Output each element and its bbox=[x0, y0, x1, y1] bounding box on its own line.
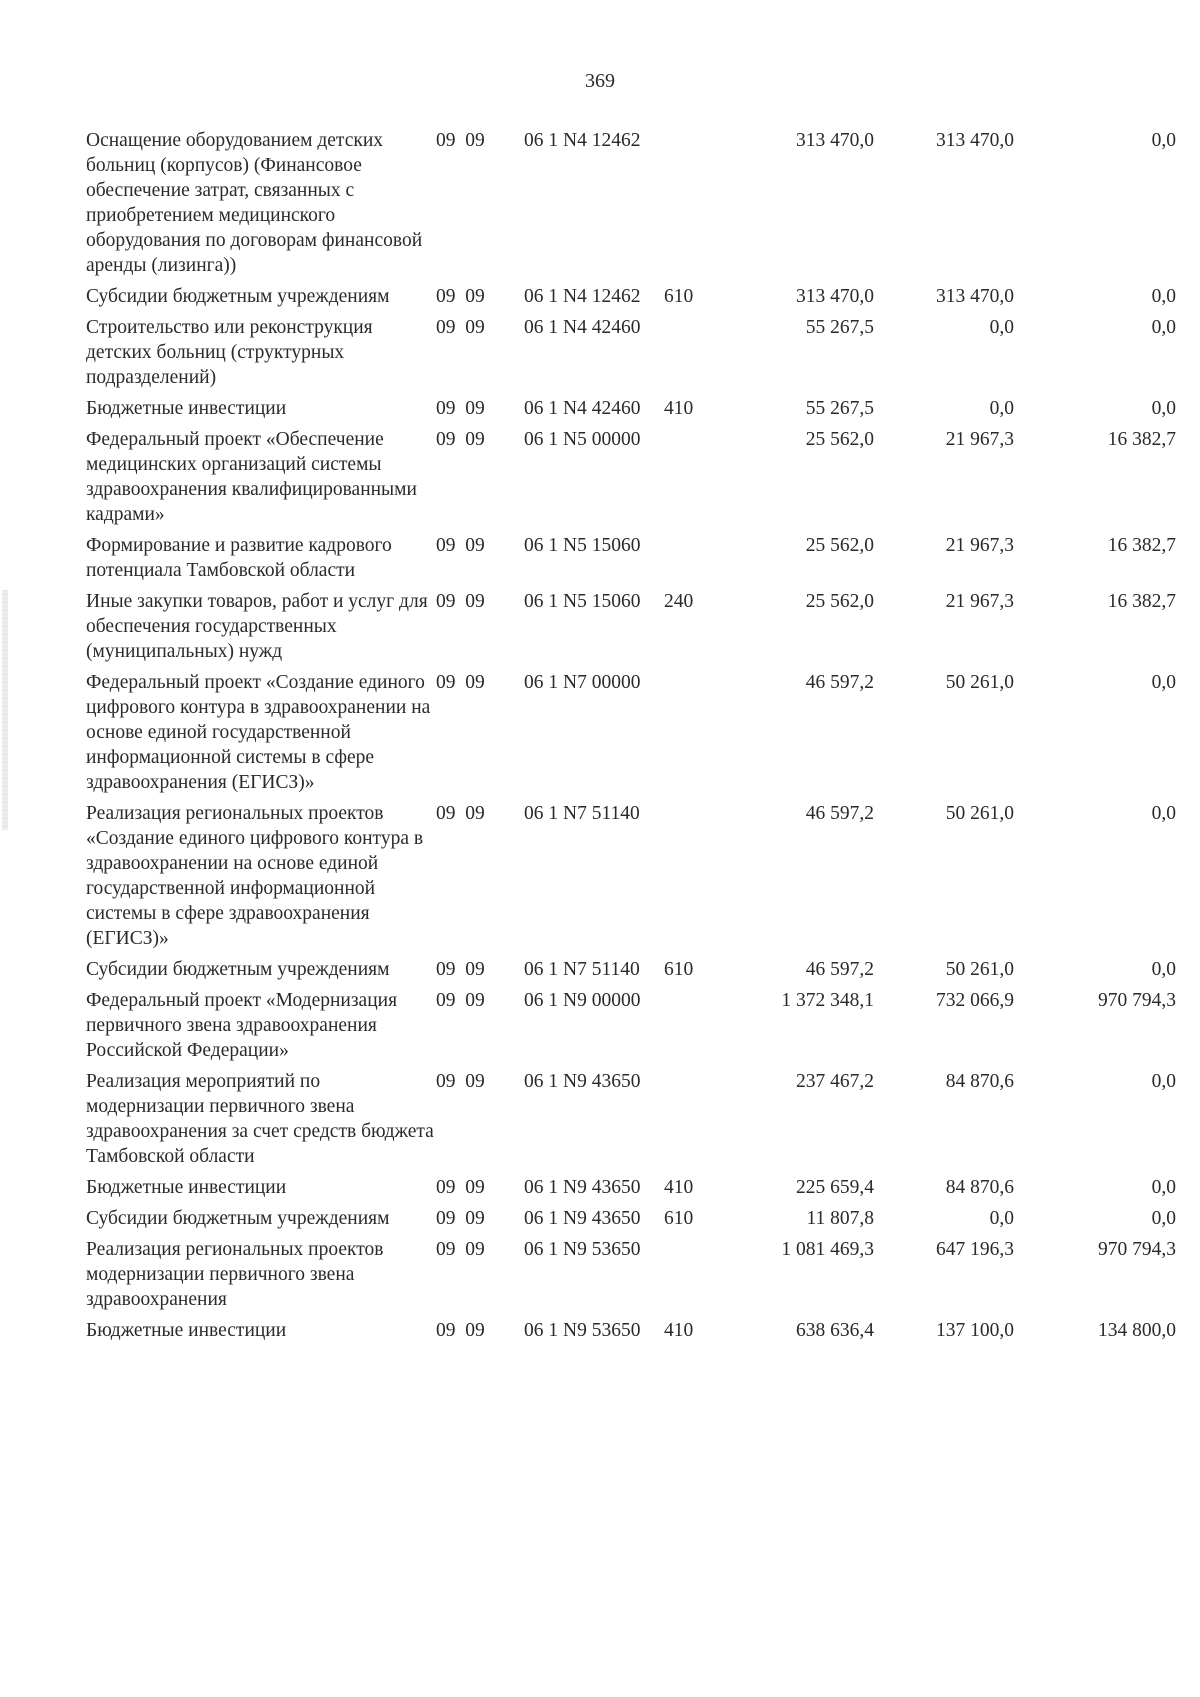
row-amount-year2: 137 100,0 bbox=[936, 1320, 1014, 1341]
scan-artifact bbox=[2, 590, 8, 830]
row-name: Оснащение оборудованием детских больниц (корпусов) (Финансовое обеспечение затрат, связанных с приобретением медицинского оборудования по договорам финансовой аренды (лизинга)) bbox=[86, 130, 423, 276]
table-row bbox=[86, 589, 1176, 670]
row-amount-year2: 313 470,0 bbox=[936, 286, 1014, 307]
row-amount-year3: 0,0 bbox=[1151, 1071, 1176, 1092]
row-amount-year1: 25 562,0 bbox=[805, 535, 874, 556]
row-target-article: 06 1 N9 43650 bbox=[524, 1208, 641, 1229]
row-section-code bbox=[436, 128, 524, 284]
row-amount-year2: 313 470,0 bbox=[936, 130, 1014, 151]
row-subsection: 09 bbox=[465, 672, 485, 693]
table-row bbox=[86, 1175, 1176, 1206]
row-name: Иные закупки товаров, работ и услуг для обеспечения государственных (муниципальных) нужд bbox=[86, 591, 428, 662]
row-expense-type bbox=[664, 1237, 724, 1318]
row-target-article: 06 1 N4 42460 bbox=[524, 317, 641, 338]
table-row bbox=[86, 1318, 1176, 1349]
row-name: Федеральный проект «Модернизация первичного звена здравоохранения Российской Федерации» bbox=[86, 990, 398, 1061]
budget-table-body bbox=[86, 128, 1176, 1349]
row-target-article: 06 1 N9 00000 bbox=[524, 990, 641, 1011]
row-target-article: 06 1 N4 12462 bbox=[524, 130, 641, 151]
row-target-article: 06 1 N9 43650 bbox=[524, 1071, 641, 1092]
row-amount-year3: 16 382,7 bbox=[1107, 535, 1176, 556]
row-section-code bbox=[436, 1175, 524, 1206]
table-row bbox=[86, 1069, 1176, 1175]
row-amount-year1: 25 562,0 bbox=[805, 429, 874, 450]
page-number: 369 bbox=[585, 70, 615, 92]
row-amount-year3: 0,0 bbox=[1151, 130, 1176, 151]
row-amount-year2: 50 261,0 bbox=[945, 672, 1014, 693]
row-amount-year3: 970 794,3 bbox=[1098, 990, 1176, 1011]
row-expense-type bbox=[664, 315, 724, 396]
row-expense-type bbox=[664, 427, 724, 533]
row-amount-year1: 1 372 348,1 bbox=[781, 990, 874, 1011]
row-subsection: 09 bbox=[465, 130, 485, 151]
table-row bbox=[86, 427, 1176, 533]
row-name: Реализация региональных проектов модернизации первичного звена здравоохранения bbox=[86, 1239, 384, 1310]
row-section: 09 bbox=[436, 959, 456, 980]
row-name: Реализация мероприятий по модернизации первичного звена здравоохранения за счет средств бюджета Тамбовской области bbox=[86, 1071, 434, 1167]
row-amount-year3: 0,0 bbox=[1151, 1177, 1176, 1198]
row-amount-year1: 237 467,2 bbox=[796, 1071, 874, 1092]
row-name: Субсидии бюджетным учреждениям bbox=[86, 1208, 390, 1229]
row-target-article: 06 1 N4 42460 bbox=[524, 398, 641, 419]
row-section: 09 bbox=[436, 803, 456, 824]
row-subsection: 09 bbox=[465, 990, 485, 1011]
table-row bbox=[86, 801, 1176, 957]
row-section: 09 bbox=[436, 286, 456, 307]
row-section-code bbox=[436, 1069, 524, 1175]
row-name: Формирование и развитие кадрового потенциала Тамбовской области bbox=[86, 535, 392, 581]
row-section-code bbox=[436, 801, 524, 957]
table-row bbox=[86, 1206, 1176, 1237]
row-amount-year3: 16 382,7 bbox=[1107, 429, 1176, 450]
row-name: Федеральный проект «Создание единого цифрового контура в здравоохранении на основе единой государственной информационной системы в сфере здравоохранения (ЕГИСЗ)» bbox=[86, 672, 431, 793]
row-name: Строительство или реконструкция детских больниц (структурных подразделений) bbox=[86, 317, 373, 388]
row-section-code bbox=[436, 988, 524, 1069]
row-name: Реализация региональных проектов «Создание единого цифрового контура в здравоохранении на основе единой государственной информационной системы в сфере здравоохранения (ЕГИСЗ)» bbox=[86, 803, 424, 949]
row-amount-year3: 134 800,0 bbox=[1098, 1320, 1176, 1341]
budget-table bbox=[86, 128, 1176, 1349]
row-section-code bbox=[436, 1206, 524, 1237]
row-amount-year3: 0,0 bbox=[1151, 286, 1176, 307]
row-section: 09 bbox=[436, 1071, 456, 1092]
row-subsection: 09 bbox=[465, 959, 485, 980]
row-section: 09 bbox=[436, 990, 456, 1011]
row-subsection: 09 bbox=[465, 286, 485, 307]
row-amount-year1: 55 267,5 bbox=[805, 398, 874, 419]
row-section: 09 bbox=[436, 429, 456, 450]
row-amount-year2: 732 066,9 bbox=[936, 990, 1014, 1011]
row-amount-year2: 0,0 bbox=[989, 398, 1014, 419]
row-section-code bbox=[436, 315, 524, 396]
row-section: 09 bbox=[436, 130, 456, 151]
row-section-code bbox=[436, 589, 524, 670]
table-row bbox=[86, 670, 1176, 801]
row-expense-type: 610 bbox=[664, 959, 694, 980]
row-target-article: 06 1 N9 43650 bbox=[524, 1177, 641, 1198]
table-row bbox=[86, 284, 1176, 315]
row-amount-year3: 0,0 bbox=[1151, 803, 1176, 824]
row-section-code bbox=[436, 533, 524, 589]
row-expense-type: 610 bbox=[664, 286, 694, 307]
row-expense-type: 410 bbox=[664, 1177, 694, 1198]
row-subsection: 09 bbox=[465, 398, 485, 419]
row-section: 09 bbox=[436, 1320, 456, 1341]
row-amount-year1: 46 597,2 bbox=[805, 672, 874, 693]
row-target-article: 06 1 N5 15060 bbox=[524, 535, 641, 556]
row-amount-year3: 0,0 bbox=[1151, 317, 1176, 338]
row-name: Бюджетные инвестиции bbox=[86, 1177, 287, 1198]
row-name: Бюджетные инвестиции bbox=[86, 398, 287, 419]
row-name: Бюджетные инвестиции bbox=[86, 1320, 287, 1341]
row-amount-year2: 50 261,0 bbox=[945, 803, 1014, 824]
row-section-code bbox=[436, 396, 524, 427]
row-section: 09 bbox=[436, 535, 456, 556]
row-expense-type bbox=[664, 801, 724, 957]
row-target-article: 06 1 N7 00000 bbox=[524, 672, 641, 693]
row-amount-year1: 11 807,8 bbox=[806, 1208, 874, 1229]
row-amount-year1: 1 081 469,3 bbox=[781, 1239, 874, 1260]
table-row bbox=[86, 315, 1176, 396]
table-row bbox=[86, 533, 1176, 589]
row-subsection: 09 bbox=[465, 1320, 485, 1341]
row-section: 09 bbox=[436, 672, 456, 693]
row-section: 09 bbox=[436, 317, 456, 338]
row-target-article: 06 1 N9 53650 bbox=[524, 1320, 641, 1341]
table-row bbox=[86, 128, 1176, 284]
row-subsection: 09 bbox=[465, 1208, 485, 1229]
row-subsection: 09 bbox=[465, 1239, 485, 1260]
row-amount-year1: 638 636,4 bbox=[796, 1320, 874, 1341]
row-target-article: 06 1 N7 51140 bbox=[524, 959, 640, 980]
row-subsection: 09 bbox=[465, 429, 485, 450]
row-amount-year1: 313 470,0 bbox=[796, 130, 874, 151]
row-section: 09 bbox=[436, 1239, 456, 1260]
row-amount-year2: 21 967,3 bbox=[945, 429, 1014, 450]
row-amount-year2: 84 870,6 bbox=[945, 1177, 1014, 1198]
row-subsection: 09 bbox=[465, 1071, 485, 1092]
row-section: 09 bbox=[436, 398, 456, 419]
table-row bbox=[86, 396, 1176, 427]
row-section-code bbox=[436, 1318, 524, 1349]
table-row bbox=[86, 957, 1176, 988]
row-amount-year3: 0,0 bbox=[1151, 672, 1176, 693]
row-amount-year1: 46 597,2 bbox=[805, 803, 874, 824]
row-section: 09 bbox=[436, 1208, 456, 1229]
row-amount-year2: 84 870,6 bbox=[945, 1071, 1014, 1092]
table-row bbox=[86, 988, 1176, 1069]
row-section-code bbox=[436, 957, 524, 988]
row-amount-year2: 647 196,3 bbox=[936, 1239, 1014, 1260]
row-amount-year2: 0,0 bbox=[989, 317, 1014, 338]
row-subsection: 09 bbox=[465, 803, 485, 824]
row-expense-type bbox=[664, 128, 724, 284]
row-expense-type bbox=[664, 1069, 724, 1175]
row-expense-type: 410 bbox=[664, 1320, 694, 1341]
row-amount-year3: 16 382,7 bbox=[1107, 591, 1176, 612]
row-name: Федеральный проект «Обеспечение медицинских организаций системы здравоохранения квалифицированными кадрами» bbox=[86, 429, 417, 525]
row-section: 09 bbox=[436, 1177, 456, 1198]
row-amount-year1: 46 597,2 bbox=[805, 959, 874, 980]
row-expense-type bbox=[664, 533, 724, 589]
row-expense-type: 610 bbox=[664, 1208, 694, 1229]
row-amount-year2: 21 967,3 bbox=[945, 535, 1014, 556]
row-target-article: 06 1 N4 12462 bbox=[524, 286, 641, 307]
row-target-article: 06 1 N7 51140 bbox=[524, 803, 640, 824]
row-amount-year3: 0,0 bbox=[1151, 1208, 1176, 1229]
row-section-code bbox=[436, 1237, 524, 1318]
row-subsection: 09 bbox=[465, 535, 485, 556]
row-amount-year1: 225 659,4 bbox=[796, 1177, 874, 1198]
row-expense-type bbox=[664, 670, 724, 801]
row-amount-year1: 55 267,5 bbox=[805, 317, 874, 338]
row-section: 09 bbox=[436, 591, 456, 612]
row-amount-year3: 0,0 bbox=[1151, 959, 1176, 980]
row-amount-year3: 970 794,3 bbox=[1098, 1239, 1176, 1260]
row-subsection: 09 bbox=[465, 1177, 485, 1198]
row-target-article: 06 1 N9 53650 bbox=[524, 1239, 641, 1260]
row-subsection: 09 bbox=[465, 317, 485, 338]
row-name: Субсидии бюджетным учреждениям bbox=[86, 959, 390, 980]
row-expense-type bbox=[664, 988, 724, 1069]
row-target-article: 06 1 N5 00000 bbox=[524, 429, 641, 450]
row-amount-year3: 0,0 bbox=[1151, 398, 1176, 419]
row-expense-type: 410 bbox=[664, 398, 694, 419]
row-amount-year1: 313 470,0 bbox=[796, 286, 874, 307]
row-section-code bbox=[436, 427, 524, 533]
row-expense-type: 240 bbox=[664, 591, 694, 612]
row-amount-year2: 21 967,3 bbox=[945, 591, 1014, 612]
row-amount-year2: 0,0 bbox=[989, 1208, 1014, 1229]
row-amount-year1: 25 562,0 bbox=[805, 591, 874, 612]
row-target-article: 06 1 N5 15060 bbox=[524, 591, 641, 612]
row-section-code bbox=[436, 670, 524, 801]
table-row bbox=[86, 1237, 1176, 1318]
row-section-code bbox=[436, 284, 524, 315]
row-subsection: 09 bbox=[465, 591, 485, 612]
row-amount-year2: 50 261,0 bbox=[945, 959, 1014, 980]
row-name: Субсидии бюджетным учреждениям bbox=[86, 286, 390, 307]
